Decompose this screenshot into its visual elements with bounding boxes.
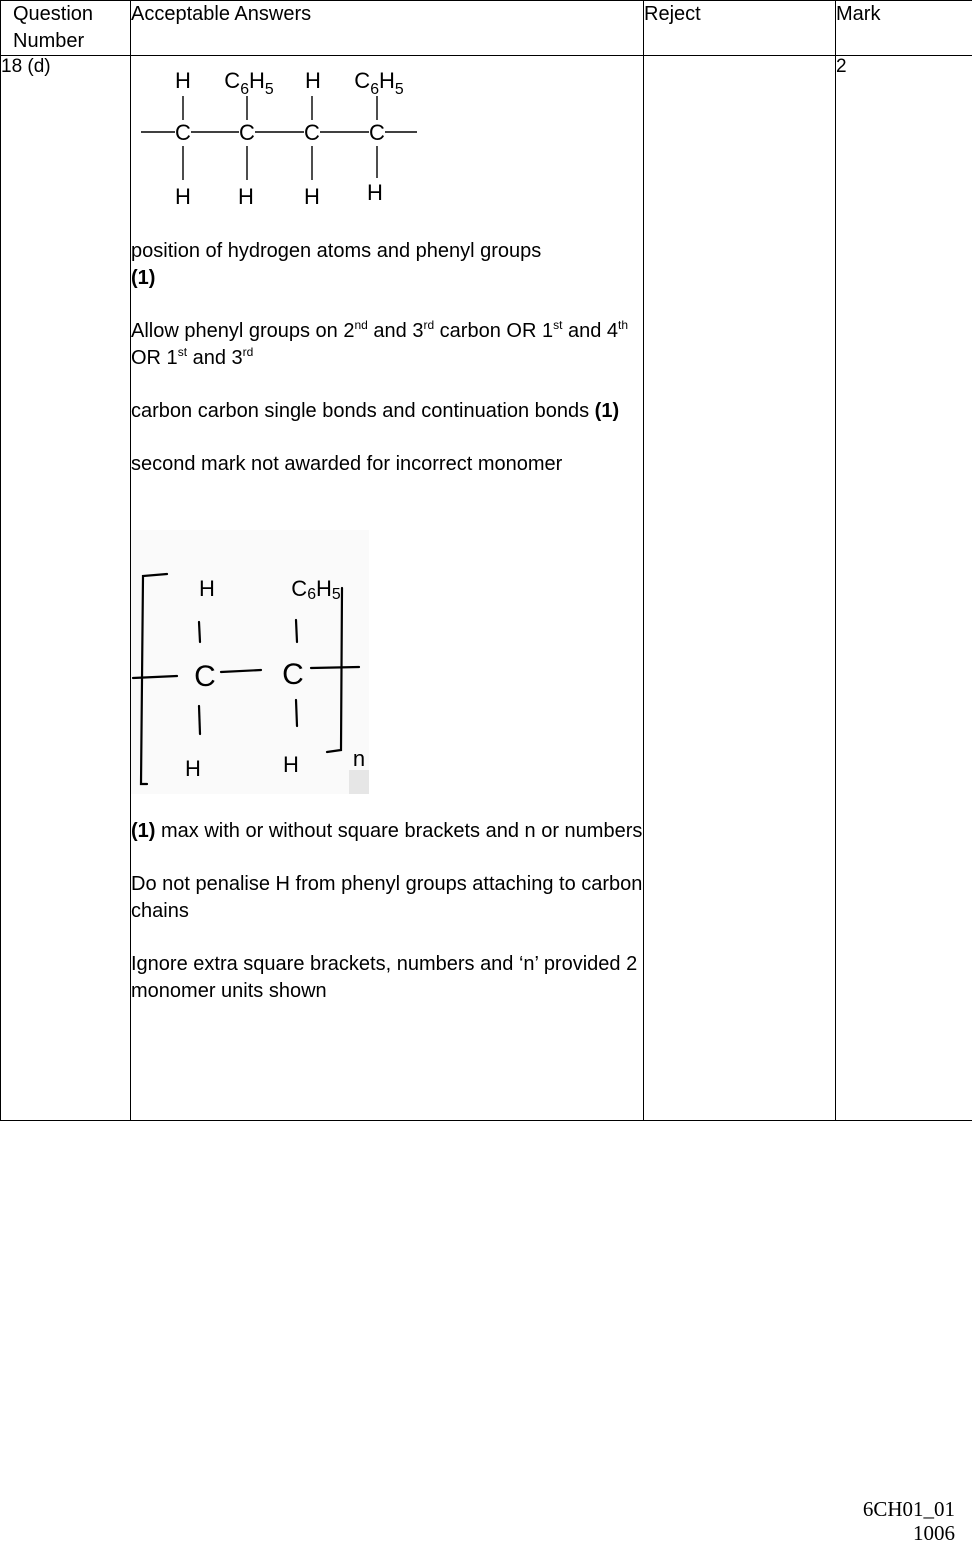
answer-point-3: carbon carbon single bonds and continuation bonds (1) bbox=[131, 398, 643, 425]
bottom-label-3: H bbox=[304, 184, 320, 209]
answer-row bbox=[1, 56, 972, 1121]
mark-value: 2 bbox=[836, 56, 972, 1121]
page-number: 1006 bbox=[863, 1521, 955, 1545]
top-label-4: $C_6H_5$ bbox=[354, 68, 404, 98]
header-acceptable-answers: Acceptable Answers bbox=[131, 1, 644, 56]
polymer-structure-diagram bbox=[131, 56, 431, 216]
reject-cell bbox=[644, 56, 836, 1121]
header-row bbox=[1, 1, 972, 56]
bottom-label-4: H bbox=[367, 180, 383, 205]
chain-atom-4: C bbox=[369, 120, 385, 145]
answer-point-4: second mark not awarded for incorrect monomer bbox=[131, 451, 643, 478]
hw-subscript: n bbox=[353, 746, 365, 771]
answer-point-5: (1) max with or without square brackets and n or numbers bbox=[131, 818, 643, 845]
hw-chain-atom-2: C bbox=[282, 658, 304, 691]
bottom-label-1: H bbox=[175, 184, 191, 209]
hw-top-label-2: C6H5 bbox=[291, 576, 341, 603]
question-number: 18 (d) bbox=[1, 56, 131, 1121]
bottom-label-2: H bbox=[238, 184, 254, 209]
chain-atom-3: C bbox=[304, 120, 320, 145]
header-question-number: Question Number bbox=[1, 1, 131, 56]
page-footer bbox=[863, 1497, 955, 1545]
hw-top-label-1: H bbox=[199, 576, 215, 601]
answer-point-7: Ignore extra square brackets, numbers and ‘n’ provided 2 monomer units shown bbox=[131, 951, 643, 1005]
hw-bottom-label-1: H bbox=[185, 756, 201, 781]
acceptable-answers-cell bbox=[131, 56, 644, 1121]
answer-point-1: position of hydrogen atoms and phenyl groups (1) bbox=[131, 238, 643, 292]
hw-bottom-label-2: H bbox=[283, 752, 299, 777]
chain-atom-1: C bbox=[175, 120, 191, 145]
hw-chain-atom-1: C bbox=[194, 660, 216, 693]
answer-point-6: Do not penalise H from phenyl groups attaching to carbon chains bbox=[131, 871, 643, 925]
chain-atom-2: C bbox=[239, 120, 255, 145]
handwritten-repeat-unit-image bbox=[131, 530, 371, 796]
top-label-1: H bbox=[175, 68, 191, 93]
top-label-3: H bbox=[305, 68, 321, 93]
paper-code: 6CH01_01 bbox=[863, 1497, 955, 1521]
header-reject: Reject bbox=[644, 1, 836, 56]
header-mark: Mark bbox=[836, 1, 972, 56]
top-label-2: $C_6H_5$ bbox=[224, 68, 274, 98]
answer-point-2: Allow phenyl groups on 2nd and 3rd carbon OR 1st and 4th OR 1st and 3rd bbox=[131, 318, 643, 372]
